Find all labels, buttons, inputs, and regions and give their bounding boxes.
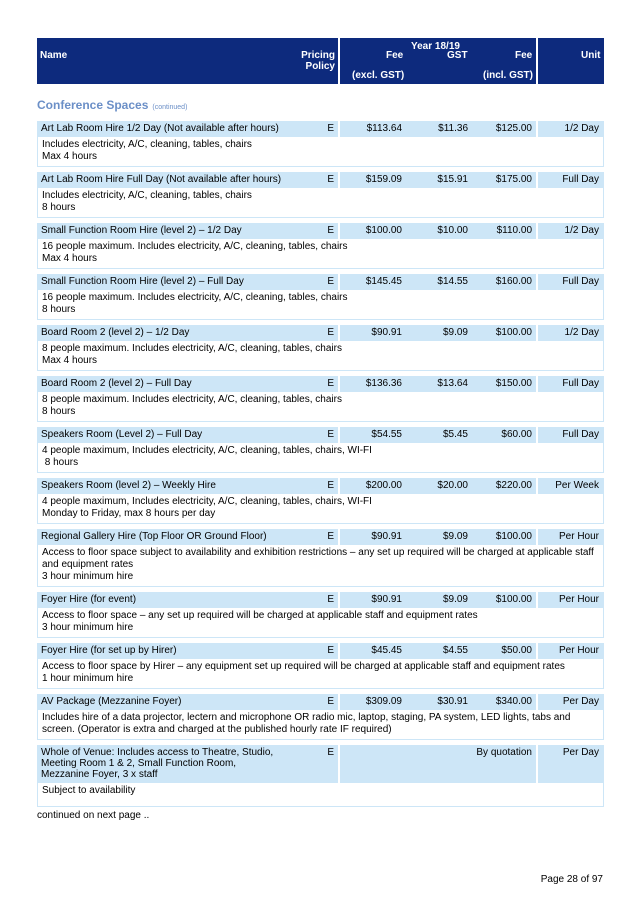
row-header-bar (37, 529, 604, 545)
item-pricing-policy: E (327, 594, 334, 605)
item-gst: $14.55 (437, 276, 468, 287)
item-fee-incl: $160.00 (495, 276, 532, 287)
item-name: Board Room 2 (level 2) – Full Day (41, 378, 192, 389)
item-description-line: 8 people maximum. Includes electricity, A/C, cleaning, tables, chairs (42, 343, 342, 354)
item-description-line: Includes hire of a data projector, lectern and microphone OR radio mic, laptop, staging, PA system, LED lights, tabs and screen. (Operator is extra and charged at the published hourly rate IF required) (42, 712, 574, 735)
continued-note: continued on next page .. (37, 810, 150, 821)
item-unit: 1/2 Day (564, 123, 599, 134)
item-fee-incl: $340.00 (495, 696, 532, 707)
item-fee-incl: By quotation (476, 747, 532, 758)
item-unit: Per Day (562, 696, 599, 707)
item-fee-excl: $45.45 (371, 645, 402, 656)
item-description-line: Access to floor space by Hirer – any equipment set up required will be charged at applicable staff and equipment rates (42, 661, 565, 672)
table-row (37, 121, 604, 167)
item-gst: $9.09 (442, 531, 468, 542)
item-pricing-policy: E (327, 378, 334, 389)
item-fee-excl: $100.00 (365, 225, 402, 236)
header-gst: GST (447, 50, 468, 61)
item-unit: Full Day (562, 378, 599, 389)
item-gst: $13.64 (437, 378, 468, 389)
row-header-bar (37, 325, 604, 341)
header-fee-incl: Fee (515, 50, 533, 61)
item-unit: Per Hour (558, 594, 599, 605)
item-description-line: 1 hour minimum hire (42, 673, 134, 684)
item-unit: Per Hour (558, 645, 599, 656)
table-row (37, 529, 604, 587)
item-description-line: 16 people maximum. Includes electricity, A/C, cleaning, tables, chairs (42, 241, 348, 252)
item-description (37, 443, 604, 473)
item-description-line: 3 hour minimum hire (42, 571, 134, 582)
header-incl-gst: (incl. GST) (483, 70, 533, 81)
item-name: AV Package (Mezzanine Foyer) (41, 696, 182, 707)
item-gst: $30.91 (437, 696, 468, 707)
table-row (37, 274, 604, 320)
item-description-line: 8 people maximum. Includes electricity, A/C, cleaning, tables, chairs (42, 394, 342, 405)
section-continued-note: (continued) (152, 104, 188, 111)
page-number: Page 28 of 97 (540, 874, 603, 885)
item-name: Small Function Room Hire (level 2) – Full Day (41, 276, 244, 287)
item-name: Regional Gallery Hire (Top Floor OR Ground Floor) (41, 531, 267, 542)
item-description (37, 545, 604, 587)
item-unit: Full Day (562, 276, 599, 287)
item-pricing-policy: E (327, 327, 334, 338)
row-header-bar (37, 376, 604, 392)
item-fee-incl: $220.00 (495, 480, 532, 491)
item-name: Foyer Hire (for event) (41, 594, 137, 605)
item-description (37, 783, 604, 807)
item-description-line: 8 hours (42, 202, 76, 213)
item-unit: Per Week (555, 480, 599, 491)
header-unit-cell (538, 38, 604, 84)
item-description-line: Includes electricity, A/C, cleaning, tables, chairs (42, 190, 252, 201)
item-name: Art Lab Room Hire 1/2 Day (Not available after hours) (41, 123, 279, 134)
table-row (37, 376, 604, 422)
item-description (37, 239, 604, 269)
table-row (37, 694, 604, 740)
item-pricing-policy: E (327, 480, 334, 491)
item-unit: Full Day (562, 174, 599, 185)
item-fee-excl: $90.91 (371, 531, 402, 542)
item-unit: 1/2 Day (564, 225, 599, 236)
item-description-line: Max 4 hours (42, 253, 98, 264)
row-header-bar (37, 478, 604, 494)
item-pricing-policy: E (327, 123, 334, 134)
header-unit: Unit (581, 50, 601, 61)
item-pricing-policy: E (327, 645, 334, 656)
item-description-line: 4 people maximum, Includes electricity, A/C, cleaning, tables, chairs, WI-FI (42, 496, 372, 507)
item-fee-incl: $150.00 (495, 378, 532, 389)
header-year: Year 18/19 (411, 41, 460, 52)
header-excl-gst: (excl. GST) (352, 70, 405, 81)
item-name: Whole of Venue: Includes access to Theatre, Studio, Meeting Room 1 & 2, Small Function Room, Mezzanine Foyer, 3 x staff (41, 747, 274, 780)
item-name: Art Lab Room Hire Full Day (Not available after hours) (41, 174, 282, 185)
item-pricing-policy: E (327, 531, 334, 542)
item-fee-incl: $125.00 (495, 123, 532, 134)
item-description (37, 392, 604, 422)
header-fee-excl: Fee (386, 50, 404, 61)
item-pricing-policy: E (327, 429, 334, 440)
item-name: Foyer Hire (for set up by Hirer) (41, 645, 177, 656)
item-description (37, 659, 604, 689)
table-row (37, 745, 604, 807)
item-description (37, 710, 604, 740)
item-gst: $20.00 (437, 480, 468, 491)
item-description (37, 494, 604, 524)
item-unit: Per Day (562, 747, 599, 758)
table-row (37, 223, 604, 269)
item-unit: Full Day (562, 429, 599, 440)
item-gst: $9.09 (442, 327, 468, 338)
item-unit: 1/2 Day (564, 327, 599, 338)
item-fee-incl: $100.00 (495, 327, 532, 338)
fee-schedule-page (37, 38, 604, 807)
header-name: Name (40, 50, 68, 61)
item-description-line: 8 hours (42, 406, 76, 417)
header-name-cell (37, 38, 338, 84)
item-description (37, 137, 604, 167)
item-name: Small Function Room Hire (level 2) – 1/2 Day (41, 225, 242, 236)
item-unit: Per Hour (558, 531, 599, 542)
item-pricing-policy: E (327, 747, 334, 758)
item-gst: $11.36 (438, 123, 468, 134)
item-fee-excl: $113.64 (366, 123, 402, 134)
item-fee-excl: $159.09 (365, 174, 402, 185)
item-description-line: Subject to availability (42, 785, 136, 796)
item-description-line: 16 people maximum. Includes electricity, A/C, cleaning, tables, chairs (42, 292, 348, 303)
item-description-line: Max 4 hours (42, 151, 98, 162)
item-pricing-policy: E (327, 225, 334, 236)
item-fee-excl: $54.55 (371, 429, 402, 440)
item-description (37, 290, 604, 320)
item-description-line: 3 hour minimum hire (42, 622, 134, 633)
item-fee-excl: $200.00 (365, 480, 402, 491)
item-pricing-policy: E (327, 174, 334, 185)
header-pricing-policy: Pricing Policy (301, 50, 335, 72)
row-header-bar (37, 745, 604, 783)
item-gst: $9.09 (442, 594, 468, 605)
item-fee-excl: $90.91 (371, 594, 402, 605)
item-description (37, 341, 604, 371)
item-fee-incl: $100.00 (495, 531, 532, 542)
item-fee-incl: $50.00 (501, 645, 532, 656)
section-title-text: Conference Spaces (37, 98, 149, 112)
row-header-bar (37, 223, 604, 239)
item-fee-incl: $110.00 (496, 225, 532, 236)
table-row (37, 592, 604, 638)
row-header-bar (37, 427, 604, 443)
item-fee-incl: $60.00 (501, 429, 532, 440)
item-description-line: Max 4 hours (42, 355, 98, 366)
item-description (37, 188, 604, 218)
item-fee-excl: $90.91 (371, 327, 402, 338)
table-row (37, 478, 604, 524)
row-header-bar (37, 172, 604, 188)
table-row (37, 172, 604, 218)
row-header-bar (37, 694, 604, 710)
item-fee-incl: $100.00 (495, 594, 532, 605)
row-header-bar (37, 274, 604, 290)
item-pricing-policy: E (327, 696, 334, 707)
item-description-line: Includes electricity, A/C, cleaning, tables, chairs (42, 139, 252, 150)
item-description-line: 8 hours (42, 457, 79, 468)
table-row (37, 325, 604, 371)
row-header-bar (37, 592, 604, 608)
item-name: Speakers Room (Level 2) – Full Day (41, 429, 203, 440)
item-fee-excl: $145.45 (365, 276, 402, 287)
item-name: Speakers Room (level 2) – Weekly Hire (41, 480, 216, 491)
item-name: Board Room 2 (level 2) – 1/2 Day (41, 327, 190, 338)
item-description-line: 4 people maximum, Includes electricity, A/C, cleaning, tables, chairs, WI-FI (42, 445, 372, 456)
item-fee-incl: $175.00 (495, 174, 532, 185)
section-title (37, 98, 604, 116)
item-description-line: Access to floor space subject to availability and exhibition restrictions – any set up required will be charged at applicable staff and equipment rates (42, 547, 597, 570)
row-header-bar (37, 121, 604, 137)
item-description-line: 8 hours (42, 304, 76, 315)
item-description (37, 608, 604, 638)
item-description-line: Access to floor space – any set up required will be charged at applicable staff and equipment rates (42, 610, 478, 621)
item-gst: $15.91 (437, 174, 468, 185)
item-description-line: Monday to Friday, max 8 hours per day (42, 508, 216, 519)
item-fee-excl: $136.36 (365, 378, 402, 389)
item-gst: $4.55 (442, 645, 468, 656)
item-gst: $10.00 (437, 225, 468, 236)
item-pricing-policy: E (327, 276, 334, 287)
row-header-bar (37, 643, 604, 659)
item-gst: $5.45 (442, 429, 468, 440)
table-header (37, 38, 604, 84)
fee-table-body (37, 121, 604, 807)
table-row (37, 643, 604, 689)
item-fee-excl: $309.09 (365, 696, 402, 707)
table-row (37, 427, 604, 473)
